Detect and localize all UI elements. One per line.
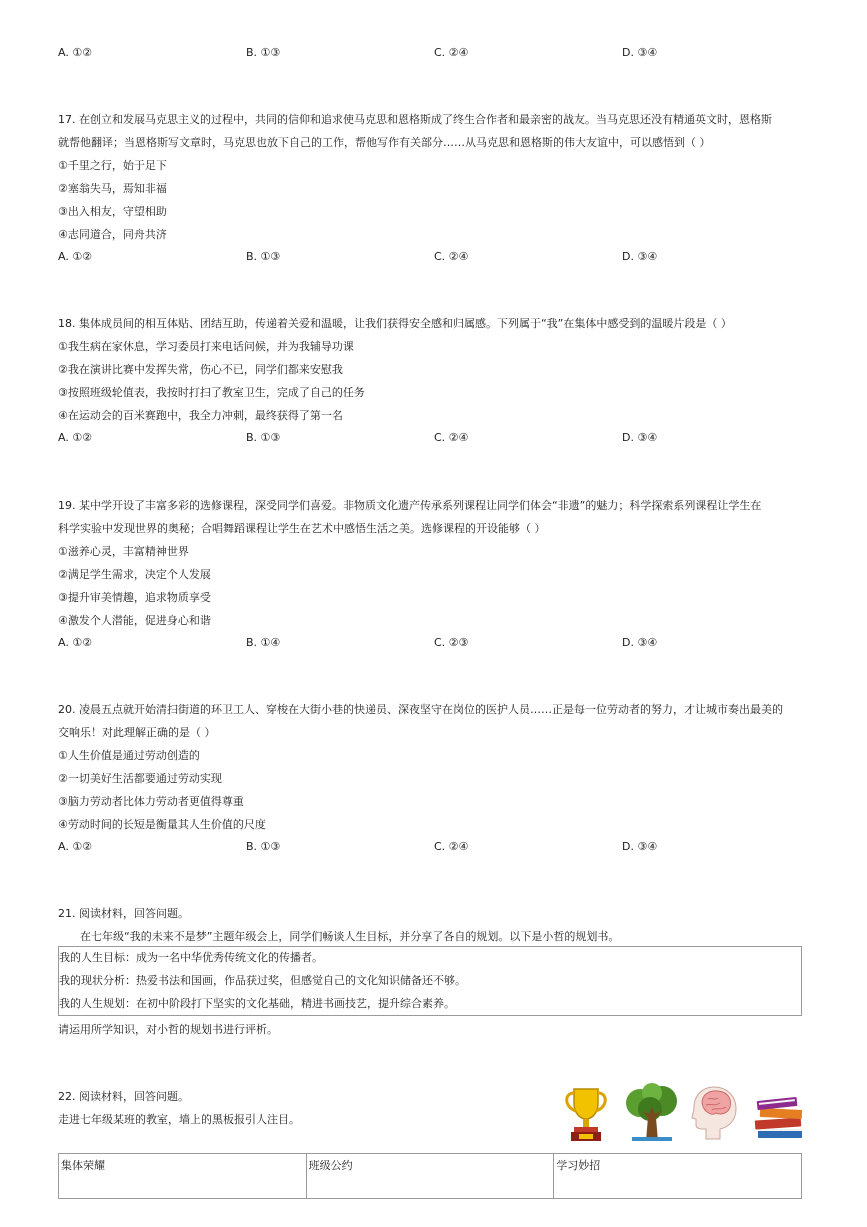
- option-b[interactable]: B. ①③: [246, 431, 281, 444]
- q19-options: [58, 636, 818, 650]
- q18-options: [58, 431, 818, 445]
- option-a[interactable]: A. ①②: [58, 431, 93, 444]
- option-a[interactable]: A. ①②: [58, 636, 93, 649]
- q20-item-2: ②一切美好生活都要通过劳动实现: [58, 772, 222, 785]
- q19-item-2: ②满足学生需求，决定个人发展: [58, 568, 211, 581]
- q17-item-3: ③出入相友，守望相助: [58, 205, 167, 218]
- q17-item-4: ④志同道合，同舟共济: [58, 228, 167, 241]
- brain-icon: [690, 1085, 740, 1141]
- option-b[interactable]: B. ①③: [246, 250, 281, 263]
- trophy-icon: [560, 1085, 612, 1143]
- option-c[interactable]: C. ②③: [434, 636, 469, 649]
- blackboard-table: [58, 1153, 802, 1199]
- q21-plan-box: [58, 946, 802, 1016]
- q19-item-4: ④激发个人潜能，促进身心和谐: [58, 614, 211, 627]
- option-d[interactable]: D. ③④: [622, 840, 658, 853]
- q20-item-1: ①人生价值是通过劳动创造的: [58, 749, 200, 762]
- option-b[interactable]: B. ①④: [246, 636, 281, 649]
- tree-icon: [622, 1083, 682, 1143]
- option-a[interactable]: A. ①②: [58, 250, 93, 263]
- q20-stem-line1: 20. 凌晨五点就开始清扫街道的环卫工人、穿梭在大街小巷的快递员、深夜坚守在岗位的医护人员……正是每一位劳动者的努力，才让城市奏出最美的: [58, 703, 783, 716]
- q22-intro: 走进七年级某班的教室，墙上的黑板报引人注目。: [58, 1113, 300, 1126]
- q19-stem-line1: 19. 某中学开设了丰富多彩的选修课程，深受同学们喜爱。非物质文化遗产传承系列课程让同学们体会“非遗”的魅力；科学探索系列课程让学生在: [58, 499, 762, 512]
- option-b[interactable]: B. ①③: [246, 840, 281, 853]
- q21-intro: 在七年级“我的未来不是梦”主题年级会上，同学们畅谈人生目标，并分享了各自的规划。以下是小哲的规划书。: [80, 930, 620, 943]
- q16-options: [58, 46, 818, 60]
- option-c[interactable]: C. ②④: [434, 250, 469, 263]
- option-c[interactable]: C. ②④: [434, 840, 469, 853]
- option-c[interactable]: C. ②④: [434, 46, 469, 59]
- q21-prompt: 请运用所学知识，对小哲的规划书进行评析。: [58, 1023, 278, 1036]
- q19-item-1: ①滋养心灵，丰富精神世界: [58, 545, 189, 558]
- table-header-glory: 集体荣耀: [59, 1154, 307, 1199]
- q22-title: 22. 阅读材料，回答问题。: [58, 1090, 189, 1103]
- q17-item-1: ①千里之行，始于足下: [58, 159, 167, 172]
- q19-stem-line2: 科学实验中发现世界的奥秘；合唱舞蹈课程让学生在艺术中感悟生活之美。选修课程的开设能够（ ）: [58, 522, 546, 535]
- q17-item-2: ②塞翁失马，焉知非福: [58, 182, 167, 195]
- q21-title: 21. 阅读材料，回答问题。: [58, 907, 189, 920]
- table-header-tips: 学习妙招: [554, 1154, 802, 1199]
- plan-goal: 我的人生目标：成为一名中华优秀传统文化的传播者。: [59, 951, 323, 964]
- q18-stem-line1: 18. 集体成员间的相互体贴、团结互助，传递着关爱和温暖，让我们获得安全感和归属感。下列属于“我”在集体中感受到的温暖片段是（ ）: [58, 317, 732, 330]
- option-a[interactable]: A. ①②: [58, 840, 93, 853]
- q20-options: [58, 840, 818, 854]
- plan-analysis: 我的现状分析：热爱书法和国画，作品获过奖，但感觉自己的文化知识储备还不够。: [59, 974, 466, 987]
- option-b[interactable]: B. ①③: [246, 46, 281, 59]
- q18-item-2: ②我在演讲比赛中发挥失常，伤心不已，同学们都来安慰我: [58, 363, 343, 376]
- option-d[interactable]: D. ③④: [622, 250, 658, 263]
- q18-item-4: ④在运动会的百米赛跑中，我全力冲刺，最终获得了第一名: [58, 409, 343, 422]
- q18-item-1: ①我生病在家休息，学习委员打来电话问候，并为我辅导功课: [58, 340, 354, 353]
- q19-item-3: ③提升审美情趣，追求物质享受: [58, 591, 211, 604]
- q20-stem-line2: 交响乐！对此理解正确的是（ ）: [58, 726, 216, 739]
- option-a[interactable]: A. ①②: [58, 46, 93, 59]
- q17-options: [58, 250, 818, 264]
- q18-item-3: ③按照班级轮值表，我按时打扫了教室卫生，完成了自己的任务: [58, 386, 365, 399]
- q20-item-3: ③脑力劳动者比体力劳动者更值得尊重: [58, 795, 244, 808]
- option-d[interactable]: D. ③④: [622, 431, 658, 444]
- option-d[interactable]: D. ③④: [622, 636, 658, 649]
- option-d[interactable]: D. ③④: [622, 46, 658, 59]
- q20-item-4: ④劳动时间的长短是衡量其人生价值的尺度: [58, 818, 266, 831]
- table-row: [59, 1154, 802, 1199]
- plan-steps: 我的人生规划：在初中阶段打下坚实的文化基础，精进书画技艺，提升综合素养。: [59, 997, 455, 1010]
- q17-stem-line2: 就帮他翻译；当恩格斯写文章时，马克思也放下自己的工作，帮他写作有关部分……从马克思和恩格斯的伟大友谊中，可以感悟到（ ）: [58, 136, 711, 149]
- books-icon: [752, 1093, 808, 1141]
- table-header-convention: 班级公约: [306, 1154, 554, 1199]
- option-c[interactable]: C. ②④: [434, 431, 469, 444]
- q17-stem-line1: 17. 在创立和发展马克思主义的过程中，共同的信仰和追求使马克思和恩格斯成了终生合作者和最亲密的战友。当马克思还没有精通英文时，恩格斯: [58, 113, 772, 126]
